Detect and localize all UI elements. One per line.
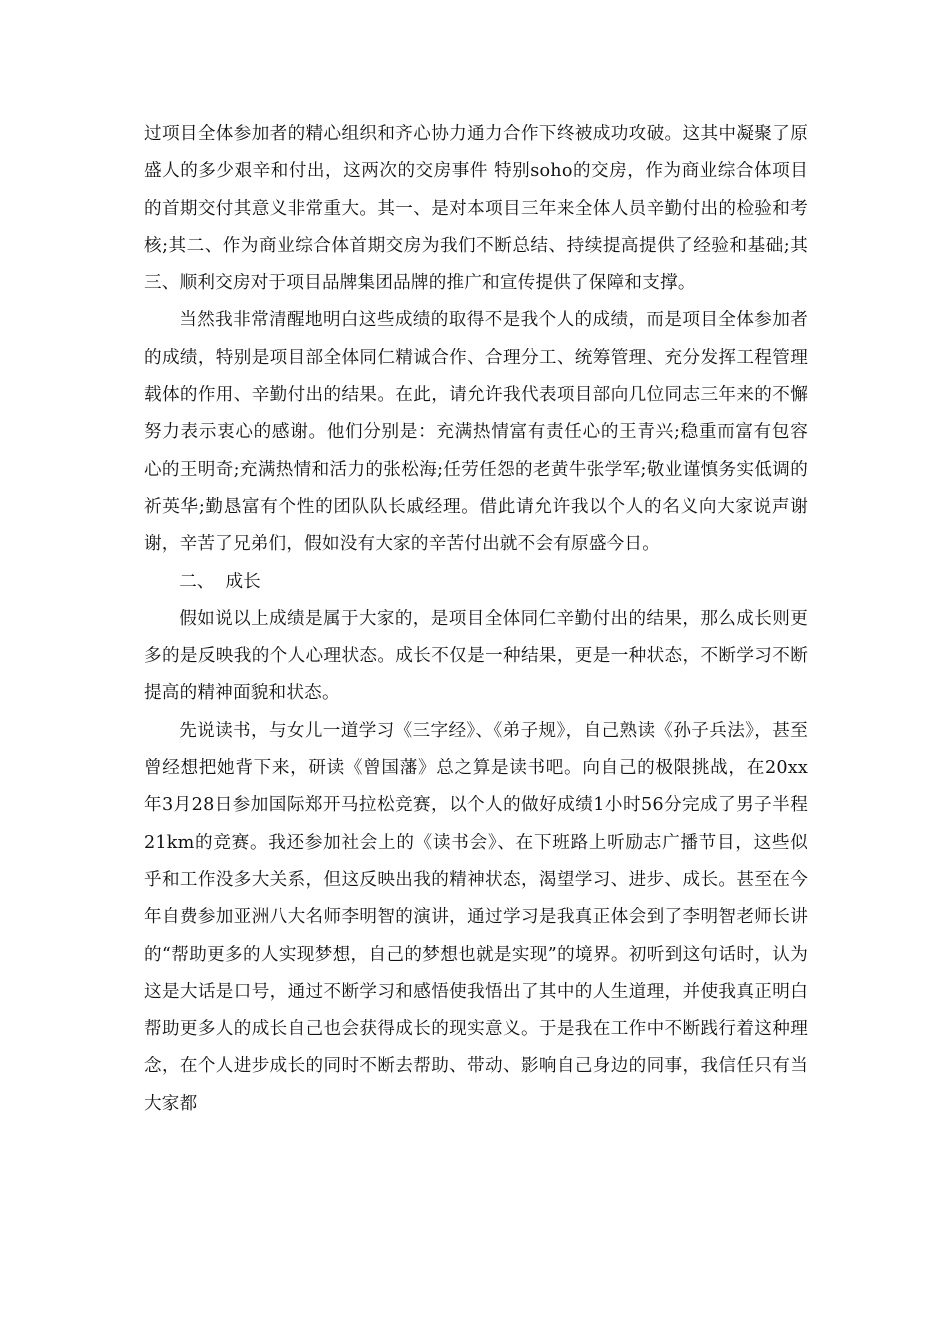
paragraph-project-delivery: 过项目全体参加者的精心组织和齐心协力通力合作下终被成功攻破。这其中凝聚了原盛人的多少艰辛和付出，这两次的交房事件 特别soho的交房，作为商业综合体项目的首期交付其意义非常重大。其一、是对本项目三年来全体人员辛勤付出的检验和考核;其二、作为商业综合体首期交房为我们不断总结、持续提高提供了经验和基础;其三、顺利交房对于项目品牌集团品牌的推广和宣传提供了保障和支撑。 — [144, 124, 808, 294]
paragraph-growth-intro: 假如说以上成绩是属于大家的，是项目全体同仁辛勤付出的结果，那么成长则更多的是反映我的个人心理状态。成长不仅是一种结果，更是一种状态，不断学习不断提高的精神面貌和状态。 — [144, 608, 808, 704]
document-page — [144, 116, 808, 1123]
paragraph-reading: 先说读书，与女儿一道学习《三字经》、《弟子规》，自己熟读《孙子兵法》，甚至曾经想把她背下来，研读《曾国藩》总之算是读书吧。向自己的极限挑战，在20xx年3月28日参加国际郑开马拉松竞赛，以个人的做好成绩1小时56分完成了男子半程21km的竞赛。我还参加社会上的《读书会》、在下班路上听励志广播节目，这些似乎和工作没多大关系，但这反映出我的精神状态，渴望学习、进步、成长。甚至在今年自费参加亚洲八大名师李明智的演讲，通过学习是我真正体会到了李明智老师长讲的“帮助更多的人实现梦想，自己的梦想也就是实现”的境界。初听到这句话时，认为这是大话是口号，通过不断学习和感悟使我悟出了其中的人生道理，并使我真正明白帮助更多人的成长自己也会获得成长的现实意义。于是我在工作中不断践行着这种理念，在个人进步成长的同时不断去帮助、带动、影响自己身边的同事，我信任只有当大家都 — [144, 720, 808, 1114]
section-heading-growth: 二、 成长 — [179, 571, 261, 592]
paragraph-thanks: 当然我非常清醒地明白这些成绩的取得不是我个人的成绩，而是项目全体参加者的成绩，特别是项目部全体同仁精诚合作、合理分工、统筹管理、充分发挥工程管理载体的作用、辛勤付出的结果。在此，请允许我代表项目部向几位同志三年来的不懈努力表示衷心的感谢。他们分别是：充满热情富有责任心的王青兴;稳重而富有包容心的王明奇;充满热情和活力的张松海;任劳任怨的老黄牛张学军;敬业谨慎务实低调的祈英华;勤恳富有个性的团队队长戚经理。借此请允许我以个人的名义向大家说声谢谢，辛苦了兄弟们，假如没有大家的辛苦付出就不会有原盛今日。 — [144, 310, 808, 555]
